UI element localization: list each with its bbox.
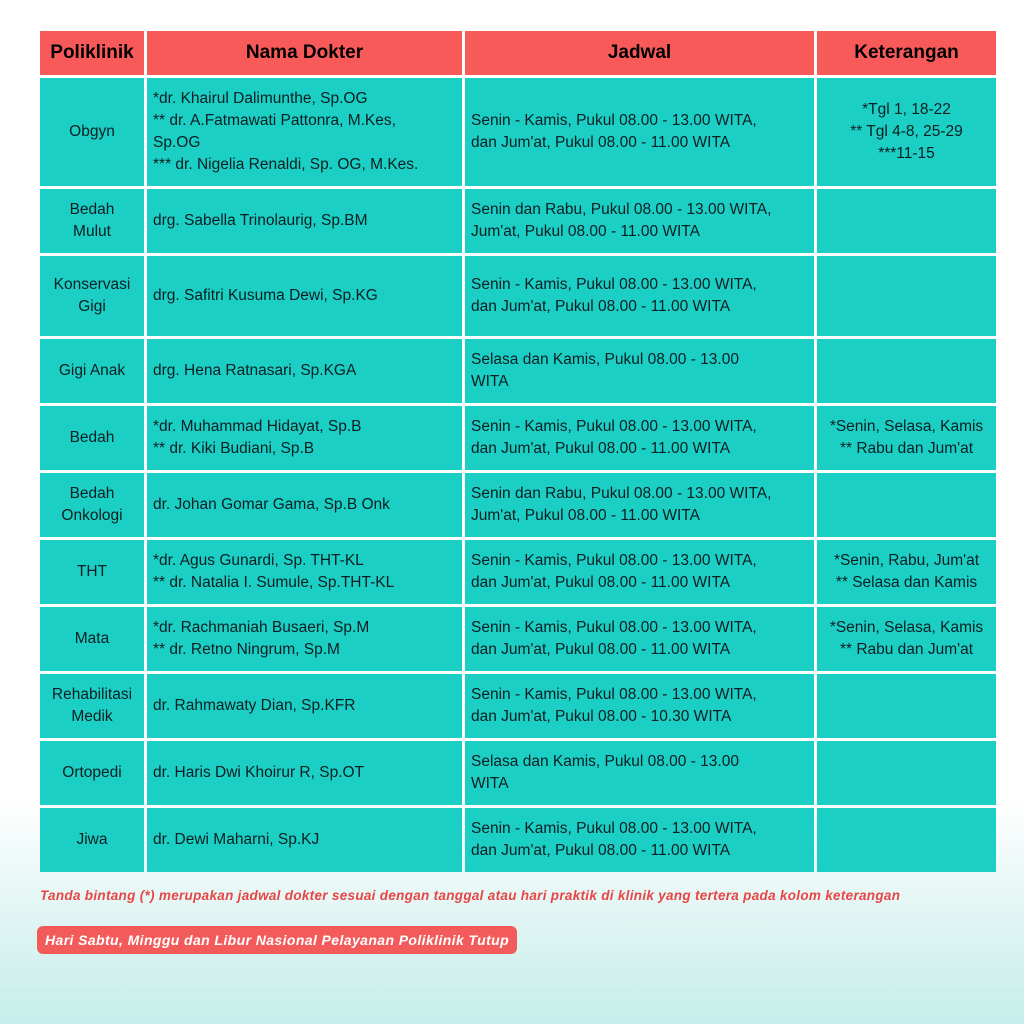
note-cell-line: *Senin, Rabu, Jum'at	[833, 552, 980, 569]
note-cell	[817, 540, 996, 604]
doctor-cell-line: dr. Johan Gomar Gama, Sp.B Onk	[153, 496, 390, 513]
schedule-cell-line: Senin dan Rabu, Pukul 08.00 - 13.00 WITA,	[471, 485, 772, 502]
schedule-cell-line: dan Jum'at, Pukul 08.00 - 10.30 WITA	[471, 708, 732, 725]
doctor-cell-line: drg. Safitri Kusuma Dewi, Sp.KG	[153, 287, 378, 304]
table-row	[40, 473, 996, 537]
doctor-cell-line: ** dr. Kiki Budiani, Sp.B	[153, 440, 315, 457]
schedule-cell-line: dan Jum'at, Pukul 08.00 - 11.00 WITA	[471, 842, 731, 859]
note-cell-line: *Senin, Selasa, Kamis	[829, 619, 984, 636]
schedule-cell-line: dan Jum'at, Pukul 08.00 - 11.00 WITA	[471, 574, 731, 591]
header-keterangan: Keterangan	[817, 31, 996, 75]
doctor-cell	[147, 78, 462, 186]
schedule-cell	[465, 674, 814, 738]
poli-cell	[40, 189, 144, 253]
doctor-cell-line: drg. Sabella Trinolaurig, Sp.BM	[153, 212, 368, 229]
schedule-cell-line: Senin dan Rabu, Pukul 08.00 - 13.00 WITA,	[471, 201, 772, 218]
table-row	[40, 256, 996, 336]
schedule-cell-line: Senin - Kamis, Pukul 08.00 - 13.00 WITA,	[471, 619, 757, 636]
closure-notice-badge: Hari Sabtu, Minggu dan Libur Nasional Pelayanan Poliklinik Tutup	[37, 926, 517, 954]
note-cell	[817, 256, 996, 336]
poli-cell	[40, 674, 144, 738]
poli-cell	[40, 406, 144, 470]
poli-cell	[40, 741, 144, 805]
poli-cell-line: Bedah	[69, 485, 115, 502]
poli-cell	[40, 808, 144, 872]
doctor-cell-line: drg. Hena Ratnasari, Sp.KGA	[153, 362, 357, 379]
schedule-cell	[465, 406, 814, 470]
schedule-cell-line: Senin - Kamis, Pukul 08.00 - 13.00 WITA,	[471, 820, 757, 837]
doctor-cell	[147, 189, 462, 253]
schedule-cell-line: Senin - Kamis, Pukul 08.00 - 13.00 WITA,	[471, 418, 757, 435]
schedule-table	[37, 28, 999, 875]
poli-cell-line: Ortopedi	[62, 764, 122, 781]
poli-cell	[40, 540, 144, 604]
schedule-cell-line: Senin - Kamis, Pukul 08.00 - 13.00 WITA,	[471, 276, 757, 293]
table-row	[40, 189, 996, 253]
note-cell	[817, 406, 996, 470]
schedule-cell-line: dan Jum'at, Pukul 08.00 - 11.00 WITA	[471, 641, 731, 658]
note-cell	[817, 473, 996, 537]
table-row	[40, 78, 996, 186]
poli-cell-line: Mulut	[73, 223, 111, 240]
schedule-body	[40, 78, 996, 872]
doctor-cell	[147, 540, 462, 604]
doctor-cell-line: Sp.OG	[153, 134, 201, 151]
doctor-cell	[147, 808, 462, 872]
asterisk-footnote: Tanda bintang (*) merupakan jadwal dokter sesuai dengan tanggal atau hari praktik di klinik yang tertera pada kolom keterangan	[40, 888, 901, 903]
note-cell	[817, 674, 996, 738]
doctor-cell-line: *dr. Rachmaniah Busaeri, Sp.M	[153, 619, 370, 636]
poli-cell-line: Gigi Anak	[58, 362, 126, 379]
header-row	[40, 31, 996, 75]
schedule-cell	[465, 473, 814, 537]
table-row	[40, 741, 996, 805]
schedule-cell-line: dan Jum'at, Pukul 08.00 - 11.00 WITA	[471, 298, 731, 315]
schedule-cell-line: Selasa dan Kamis, Pukul 08.00 - 13.00	[471, 351, 739, 368]
schedule-cell	[465, 339, 814, 403]
schedule-cell-line: WITA	[471, 775, 509, 792]
poli-cell-line: Obgyn	[69, 123, 115, 140]
note-cell	[817, 78, 996, 186]
poli-cell-line: Bedah	[69, 201, 115, 218]
doctor-cell	[147, 406, 462, 470]
poli-cell-line: Rehabilitasi	[51, 686, 133, 703]
poli-cell-line: Onkologi	[61, 507, 123, 524]
poli-cell	[40, 256, 144, 336]
note-cell-line: ** Rabu dan Jum'at	[839, 440, 974, 457]
poli-cell-line: Jiwa	[76, 831, 108, 848]
poli-cell-line: Konservasi	[53, 276, 131, 293]
doctor-cell-line: ** dr. A.Fatmawati Pattonra, M.Kes,	[153, 112, 396, 129]
schedule-cell	[465, 78, 814, 186]
schedule-cell	[465, 741, 814, 805]
doctor-cell	[147, 339, 462, 403]
doctor-cell-line: dr. Dewi Maharni, Sp.KJ	[153, 831, 320, 848]
schedule-cell-line: Selasa dan Kamis, Pukul 08.00 - 13.00	[471, 753, 739, 770]
note-cell-line: ***11-15	[878, 145, 935, 162]
doctor-cell-line: dr. Haris Dwi Khoirur R, Sp.OT	[153, 764, 365, 781]
doctor-cell	[147, 674, 462, 738]
poli-cell-line: Medik	[71, 708, 113, 725]
schedule-cell-line: Senin - Kamis, Pukul 08.00 - 13.00 WITA,	[471, 552, 757, 569]
note-cell	[817, 607, 996, 671]
doctor-cell	[147, 607, 462, 671]
table-row	[40, 406, 996, 470]
doctor-cell	[147, 473, 462, 537]
schedule-cell-line: WITA	[471, 373, 509, 390]
doctor-cell-line: dr. Rahmawaty Dian, Sp.KFR	[153, 697, 356, 714]
note-cell	[817, 189, 996, 253]
poli-cell	[40, 78, 144, 186]
poli-cell-line: THT	[76, 563, 108, 580]
doctor-cell-line: *dr. Khairul Dalimunthe, Sp.OG	[153, 90, 368, 107]
poli-cell	[40, 339, 144, 403]
doctor-cell-line: *dr. Muhammad Hidayat, Sp.B	[153, 418, 362, 435]
poli-cell-line: Mata	[74, 630, 110, 647]
table-row	[40, 674, 996, 738]
schedule-cell	[465, 540, 814, 604]
doctor-cell-line: *dr. Agus Gunardi, Sp. THT-KL	[153, 552, 364, 569]
schedule-cell-line: dan Jum'at, Pukul 08.00 - 11.00 WITA	[471, 134, 731, 151]
schedule-cell-line: Jum'at, Pukul 08.00 - 11.00 WITA	[471, 507, 700, 524]
poli-cell	[40, 473, 144, 537]
schedule-cell	[465, 808, 814, 872]
note-cell	[817, 339, 996, 403]
note-cell	[817, 808, 996, 872]
poli-cell-line: Gigi	[78, 298, 106, 315]
table-row	[40, 339, 996, 403]
doctor-cell	[147, 256, 462, 336]
schedule-cell-line: dan Jum'at, Pukul 08.00 - 11.00 WITA	[471, 440, 731, 457]
header-poliklinik: Poliklinik	[40, 31, 144, 75]
poli-cell	[40, 607, 144, 671]
note-cell-line: ** Selasa dan Kamis	[835, 574, 978, 591]
note-cell-line: *Senin, Selasa, Kamis	[829, 418, 984, 435]
doctor-cell-line: *** dr. Nigelia Renaldi, Sp. OG, M.Kes.	[153, 156, 419, 173]
schedule-cell-line: Jum'at, Pukul 08.00 - 11.00 WITA	[471, 223, 700, 240]
table-row	[40, 540, 996, 604]
doctor-cell-line: ** dr. Natalia I. Sumule, Sp.THT-KL	[153, 574, 395, 591]
schedule-cell	[465, 189, 814, 253]
schedule-cell	[465, 607, 814, 671]
note-cell-line: ** Tgl 4-8, 25-29	[850, 123, 963, 140]
note-cell-line: *Tgl 1, 18-22	[862, 101, 951, 118]
note-cell	[817, 741, 996, 805]
poli-cell-line: Bedah	[69, 429, 115, 446]
schedule-cell	[465, 256, 814, 336]
header-nama-dokter: Nama Dokter	[147, 31, 462, 75]
header-jadwal: Jadwal	[465, 31, 814, 75]
doctor-cell-line: ** dr. Retno Ningrum, Sp.M	[153, 641, 340, 658]
table-row	[40, 808, 996, 872]
table-row	[40, 607, 996, 671]
note-cell-line: ** Rabu dan Jum'at	[839, 641, 974, 658]
doctor-cell	[147, 741, 462, 805]
schedule-cell-line: Senin - Kamis, Pukul 08.00 - 13.00 WITA,	[471, 112, 757, 129]
schedule-cell-line: Senin - Kamis, Pukul 08.00 - 13.00 WITA,	[471, 686, 757, 703]
